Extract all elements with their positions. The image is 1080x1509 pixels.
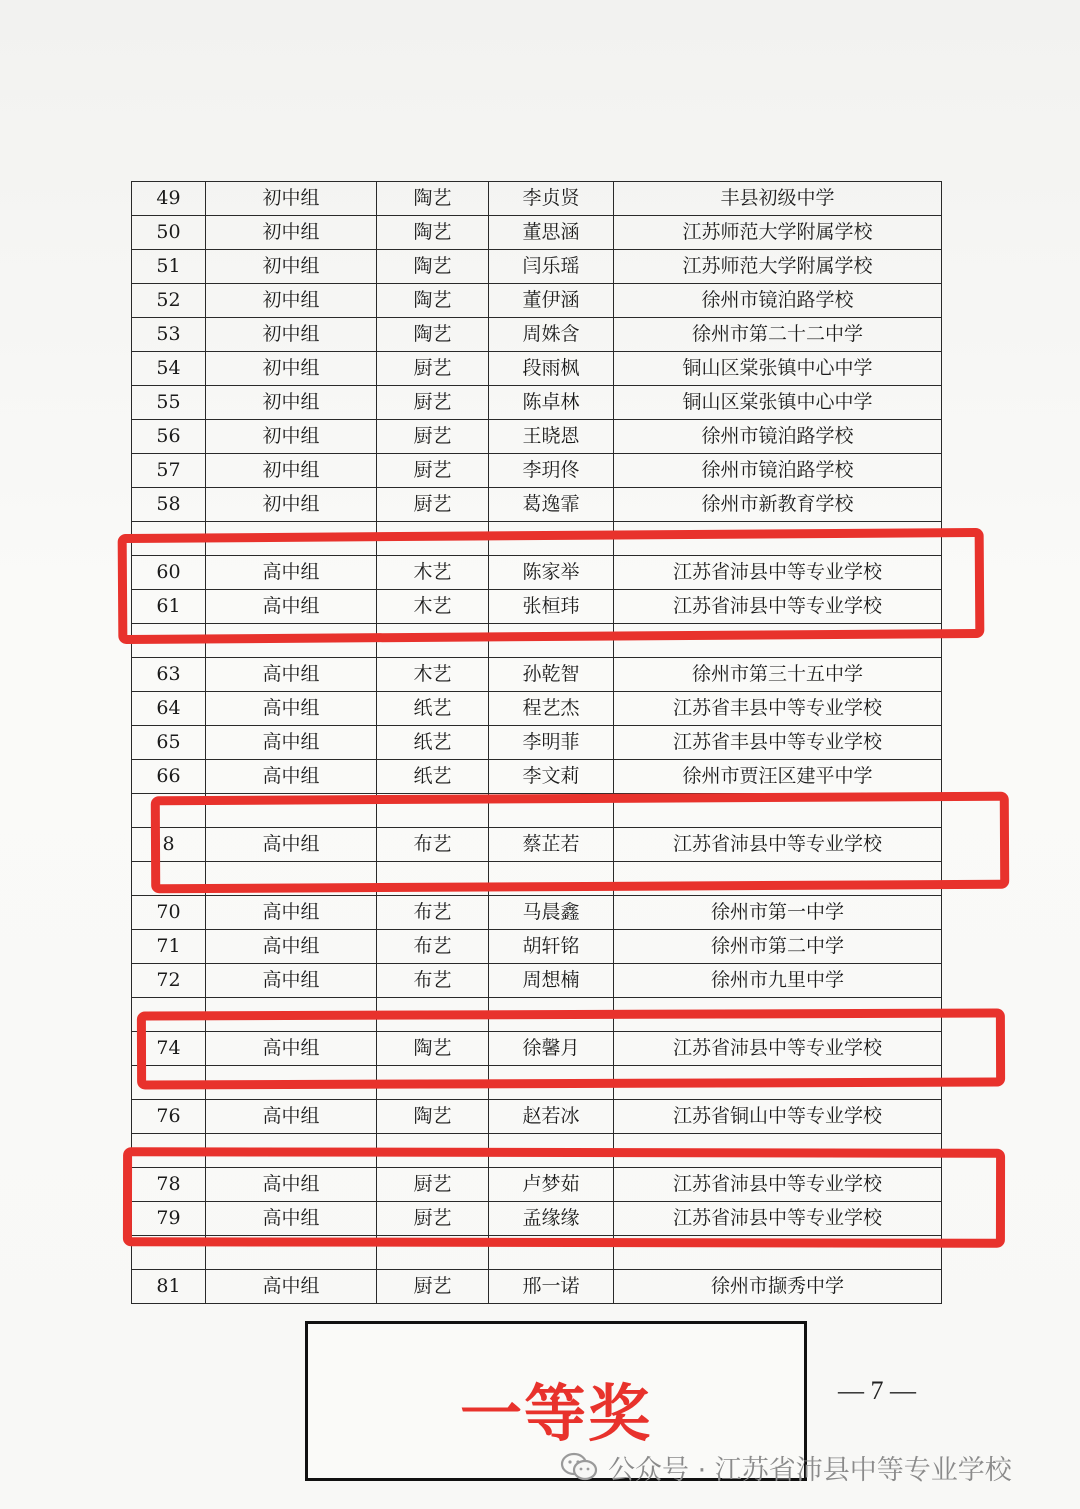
school-cell: [614, 1066, 942, 1100]
student-name-cell: 葛逸霏: [489, 488, 614, 522]
category-cell: 陶艺: [377, 1032, 489, 1066]
table-row: [132, 794, 942, 828]
group-cell: 高中组: [206, 1270, 377, 1304]
group-cell: 初中组: [206, 420, 377, 454]
category-cell: 纸艺: [377, 726, 489, 760]
category-cell: [377, 1236, 489, 1270]
page-number: — 7 —: [838, 1376, 916, 1405]
category-cell: 陶艺: [377, 216, 489, 250]
row-number-cell: 58: [132, 488, 206, 522]
student-name-cell: [489, 1236, 614, 1270]
student-name-cell: 周姝含: [489, 318, 614, 352]
row-number-cell: 64: [132, 692, 206, 726]
school-cell: [614, 998, 942, 1032]
school-cell: [614, 624, 942, 658]
table-row: [132, 930, 942, 964]
school-cell: 江苏省沛县中等专业学校: [614, 1032, 942, 1066]
category-cell: [377, 1134, 489, 1168]
category-cell: [377, 862, 489, 896]
group-cell: 初中组: [206, 284, 377, 318]
table-row: [132, 862, 942, 896]
row-number-cell: 74: [132, 1032, 206, 1066]
school-cell: 江苏师范大学附属学校: [614, 216, 942, 250]
table-row: [132, 250, 942, 284]
table-row: [132, 1100, 942, 1134]
group-cell: 高中组: [206, 964, 377, 998]
category-cell: 陶艺: [377, 284, 489, 318]
table-row: [132, 420, 942, 454]
row-number-cell: 76: [132, 1100, 206, 1134]
category-cell: [377, 1066, 489, 1100]
group-cell: [206, 998, 377, 1032]
table-row: [132, 1032, 942, 1066]
category-cell: 布艺: [377, 896, 489, 930]
group-cell: 高中组: [206, 556, 377, 590]
category-cell: [377, 624, 489, 658]
student-name-cell: 张桓玮: [489, 590, 614, 624]
category-cell: 木艺: [377, 590, 489, 624]
table-row: [132, 182, 942, 216]
table-row: [132, 318, 942, 352]
student-name-cell: 孟缘缘: [489, 1202, 614, 1236]
row-number-cell: [132, 522, 206, 556]
group-cell: 高中组: [206, 658, 377, 692]
row-number-cell: [132, 998, 206, 1032]
group-cell: 初中组: [206, 454, 377, 488]
row-number-cell: 51: [132, 250, 206, 284]
category-cell: [377, 522, 489, 556]
school-cell: 铜山区棠张镇中心中学: [614, 352, 942, 386]
group-cell: 高中组: [206, 828, 377, 862]
category-cell: 布艺: [377, 828, 489, 862]
group-cell: 高中组: [206, 930, 377, 964]
category-cell: 厨艺: [377, 352, 489, 386]
school-cell: [614, 522, 942, 556]
row-number-cell: 65: [132, 726, 206, 760]
group-cell: 初中组: [206, 250, 377, 284]
category-cell: 陶艺: [377, 250, 489, 284]
category-cell: 厨艺: [377, 420, 489, 454]
student-name-cell: 徐馨月: [489, 1032, 614, 1066]
category-cell: [377, 998, 489, 1032]
table-row: [132, 1236, 942, 1270]
row-number-cell: 57: [132, 454, 206, 488]
school-cell: 徐州市第二中学: [614, 930, 942, 964]
school-cell: [614, 1134, 942, 1168]
student-name-cell: 程艺杰: [489, 692, 614, 726]
table-row: [132, 998, 942, 1032]
group-cell: [206, 1236, 377, 1270]
row-number-cell: 79: [132, 1202, 206, 1236]
table-row: [132, 1168, 942, 1202]
category-cell: 布艺: [377, 930, 489, 964]
school-cell: 江苏省丰县中等专业学校: [614, 726, 942, 760]
student-name-cell: 闫乐瑶: [489, 250, 614, 284]
school-cell: 江苏师范大学附属学校: [614, 250, 942, 284]
student-name-cell: 李贞贤: [489, 182, 614, 216]
row-number-cell: [132, 1236, 206, 1270]
table-row: [132, 556, 942, 590]
group-cell: [206, 794, 377, 828]
student-name-cell: 马晨鑫: [489, 896, 614, 930]
school-cell: 江苏省沛县中等专业学校: [614, 1168, 942, 1202]
table-row: [132, 284, 942, 318]
group-cell: 高中组: [206, 590, 377, 624]
school-cell: [614, 1236, 942, 1270]
school-cell: 徐州市新教育学校: [614, 488, 942, 522]
table-row: [132, 522, 942, 556]
student-name-cell: 蔡芷若: [489, 828, 614, 862]
row-number-cell: [132, 862, 206, 896]
row-number-cell: 8: [132, 828, 206, 862]
student-name-cell: [489, 1134, 614, 1168]
category-cell: 厨艺: [377, 488, 489, 522]
group-cell: [206, 522, 377, 556]
row-number-cell: 81: [132, 1270, 206, 1304]
school-cell: 丰县初级中学: [614, 182, 942, 216]
school-cell: 徐州市镜泊路学校: [614, 420, 942, 454]
category-cell: 纸艺: [377, 760, 489, 794]
school-cell: 徐州市贾汪区建平中学: [614, 760, 942, 794]
student-name-cell: 李明菲: [489, 726, 614, 760]
table-row: [132, 624, 942, 658]
school-cell: 徐州市九里中学: [614, 964, 942, 998]
group-cell: 高中组: [206, 896, 377, 930]
row-number-cell: 66: [132, 760, 206, 794]
school-cell: 徐州市第二十二中学: [614, 318, 942, 352]
group-cell: 初中组: [206, 386, 377, 420]
group-cell: 高中组: [206, 1032, 377, 1066]
student-name-cell: 邢一诺: [489, 1270, 614, 1304]
row-number-cell: 71: [132, 930, 206, 964]
school-cell: [614, 794, 942, 828]
group-cell: 高中组: [206, 760, 377, 794]
school-cell: 江苏省沛县中等专业学校: [614, 1202, 942, 1236]
table-row: [132, 216, 942, 250]
row-number-cell: [132, 794, 206, 828]
category-cell: 厨艺: [377, 1168, 489, 1202]
table-row: [132, 488, 942, 522]
category-cell: 厨艺: [377, 1202, 489, 1236]
watermark: [560, 1447, 1012, 1487]
student-name-cell: 王晓恩: [489, 420, 614, 454]
category-cell: 厨艺: [377, 386, 489, 420]
student-name-cell: 李玥佟: [489, 454, 614, 488]
school-cell: 徐州市第三十五中学: [614, 658, 942, 692]
group-cell: 初中组: [206, 318, 377, 352]
award-level-label: 一等奖: [459, 1377, 652, 1450]
school-cell: [614, 862, 942, 896]
student-name-cell: 胡轩铭: [489, 930, 614, 964]
row-number-cell: 70: [132, 896, 206, 930]
table-row: [132, 964, 942, 998]
row-number-cell: 60: [132, 556, 206, 590]
school-cell: 江苏省铜山中等专业学校: [614, 1100, 942, 1134]
category-cell: 陶艺: [377, 1100, 489, 1134]
school-cell: 铜山区棠张镇中心中学: [614, 386, 942, 420]
group-cell: [206, 1134, 377, 1168]
school-cell: 江苏省沛县中等专业学校: [614, 828, 942, 862]
table-row: [132, 590, 942, 624]
category-cell: 陶艺: [377, 318, 489, 352]
row-number-cell: 49: [132, 182, 206, 216]
table-row: [132, 352, 942, 386]
student-name-cell: 赵若冰: [489, 1100, 614, 1134]
award-list-table: [131, 181, 942, 1304]
school-cell: 江苏省沛县中等专业学校: [614, 556, 942, 590]
table-row: [132, 692, 942, 726]
row-number-cell: 50: [132, 216, 206, 250]
table-row: [132, 1134, 942, 1168]
row-number-cell: 53: [132, 318, 206, 352]
student-name-cell: 董伊涵: [489, 284, 614, 318]
table-row: [132, 828, 942, 862]
group-cell: 高中组: [206, 1202, 377, 1236]
category-cell: 厨艺: [377, 454, 489, 488]
group-cell: 高中组: [206, 1168, 377, 1202]
row-number-cell: 63: [132, 658, 206, 692]
table-row: [132, 1270, 942, 1304]
table-row: [132, 1202, 942, 1236]
group-cell: [206, 624, 377, 658]
student-name-cell: [489, 794, 614, 828]
table-row: [132, 896, 942, 930]
category-cell: 纸艺: [377, 692, 489, 726]
table-row: [132, 726, 942, 760]
category-cell: 木艺: [377, 556, 489, 590]
table-row: [132, 386, 942, 420]
row-number-cell: [132, 624, 206, 658]
school-cell: 徐州市镜泊路学校: [614, 284, 942, 318]
table-body: [132, 182, 942, 1304]
category-cell: 厨艺: [377, 1270, 489, 1304]
student-name-cell: 卢梦茹: [489, 1168, 614, 1202]
school-cell: 江苏省沛县中等专业学校: [614, 590, 942, 624]
group-cell: 高中组: [206, 726, 377, 760]
row-number-cell: 56: [132, 420, 206, 454]
group-cell: 初中组: [206, 216, 377, 250]
row-number-cell: 54: [132, 352, 206, 386]
wechat-icon: [560, 1452, 598, 1482]
student-name-cell: [489, 862, 614, 896]
table-row: [132, 454, 942, 488]
student-name-cell: [489, 624, 614, 658]
table-row: [132, 760, 942, 794]
group-cell: 初中组: [206, 182, 377, 216]
student-name-cell: 陈家举: [489, 556, 614, 590]
group-cell: 初中组: [206, 488, 377, 522]
category-cell: 木艺: [377, 658, 489, 692]
school-cell: 徐州市撷秀中学: [614, 1270, 942, 1304]
category-cell: 布艺: [377, 964, 489, 998]
row-number-cell: [132, 1066, 206, 1100]
group-cell: [206, 1066, 377, 1100]
watermark-text: 公众号 · 江苏省沛县中等专业学校: [608, 1454, 1012, 1486]
group-cell: [206, 862, 377, 896]
student-name-cell: 陈卓林: [489, 386, 614, 420]
student-name-cell: 李文莉: [489, 760, 614, 794]
table-row: [132, 1066, 942, 1100]
student-name-cell: 董思涵: [489, 216, 614, 250]
row-number-cell: 55: [132, 386, 206, 420]
student-name-cell: [489, 1066, 614, 1100]
row-number-cell: 52: [132, 284, 206, 318]
row-number-cell: 72: [132, 964, 206, 998]
student-name-cell: 段雨枫: [489, 352, 614, 386]
student-name-cell: 孙乾智: [489, 658, 614, 692]
student-name-cell: [489, 998, 614, 1032]
student-name-cell: 周想楠: [489, 964, 614, 998]
student-name-cell: [489, 522, 614, 556]
category-cell: 陶艺: [377, 182, 489, 216]
school-cell: 江苏省丰县中等专业学校: [614, 692, 942, 726]
school-cell: 徐州市第一中学: [614, 896, 942, 930]
row-number-cell: 61: [132, 590, 206, 624]
table-row: [132, 658, 942, 692]
group-cell: 高中组: [206, 1100, 377, 1134]
category-cell: [377, 794, 489, 828]
group-cell: 高中组: [206, 692, 377, 726]
row-number-cell: 78: [132, 1168, 206, 1202]
school-cell: 徐州市镜泊路学校: [614, 454, 942, 488]
group-cell: 初中组: [206, 352, 377, 386]
row-number-cell: [132, 1134, 206, 1168]
